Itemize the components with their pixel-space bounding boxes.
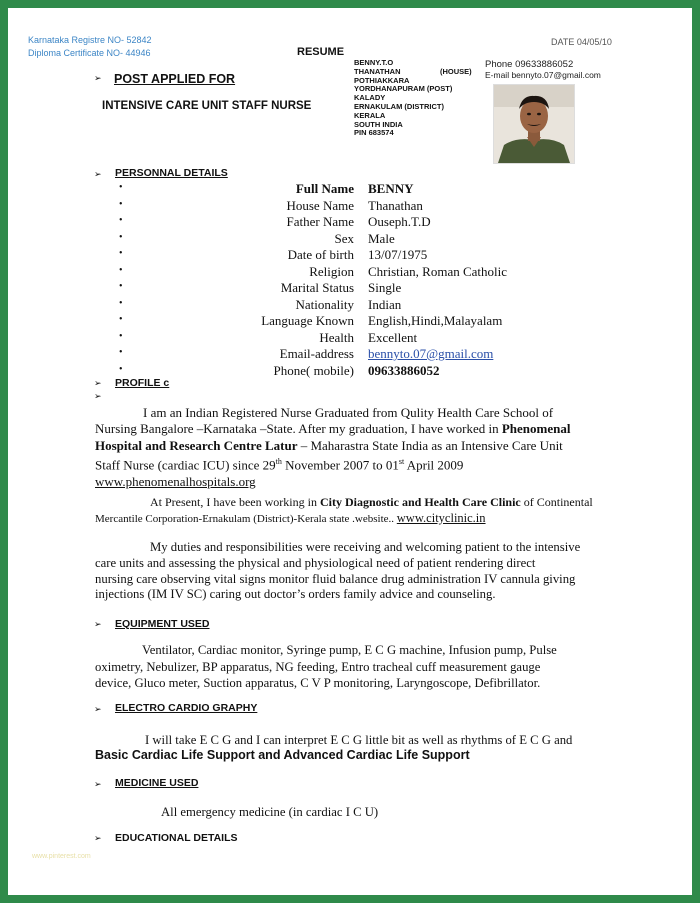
ecg-heading: ELECTRO CARDIO GRAPHY (115, 702, 258, 714)
bullet-icon: • (119, 215, 123, 226)
arrow-bullet-icon: ➢ (94, 379, 102, 389)
bullet-icon: • (119, 281, 123, 292)
detail-value: BENNY (368, 181, 414, 196)
watermark: www.pinterest.com (32, 853, 91, 860)
detail-value: Thanathan (368, 197, 423, 213)
medicine-line: All emergency medicine (in cardiac I C U) (161, 805, 379, 819)
detail-value: Christian, Roman Catholic (368, 263, 508, 279)
clinic-name: City Diagnostic and Health Care Clinic (319, 495, 521, 509)
address-line: YORDHANAPURAM (POST) (354, 84, 453, 94)
detail-value: Single (368, 280, 402, 295)
detail-value: 09633886052 (368, 362, 440, 378)
detail-label: Nationality (295, 296, 354, 312)
address-line: ERNAKULAM (DISTRICT) (354, 101, 444, 111)
education-heading: EDUCATIONAL DETAILS (115, 832, 238, 844)
page-title: RESUME (297, 46, 345, 58)
equipment-line: device, Gluco meter, Suction apparatus, C V P monitoring, Laryngoscope, Defibrillator. (95, 676, 541, 690)
detail-value: English,Hindi,Malayalam (368, 313, 503, 328)
bullet-icon: • (119, 182, 123, 193)
hospital-website-link[interactable]: www.phenomenalhospitals.org (95, 473, 256, 489)
ecg-certification: Basic Cardiac Life Support and Advanced Cardiac Life Support (95, 748, 470, 762)
bullet-icon: • (119, 363, 123, 375)
detail-label: Phone( mobile) (273, 362, 354, 378)
profile-line (95, 510, 593, 527)
equipment-paragraph (95, 642, 557, 692)
post-applied-label: POST APPLIED FOR (114, 72, 236, 86)
email-link[interactable]: bennyto.07@gmail.com (368, 346, 494, 361)
profile-text: November 2007 to 01 (281, 457, 399, 473)
bullet-icon: • (119, 347, 123, 358)
profile-paragraph-2 (95, 494, 593, 527)
profile-line: I am an Indian Registered Nurse Graduated from Qulity Health Care School of (143, 405, 554, 420)
address-line: PIN 683574 (354, 128, 394, 138)
profile-paragraph-1 (95, 405, 570, 490)
arrow-bullet-icon: ➢ (94, 780, 102, 790)
bullet-icon: • (119, 314, 123, 325)
contact-email: E-mail bennyto.07@gmail.com (485, 70, 601, 80)
address-house-tag: (HOUSE) (440, 66, 472, 76)
address-line: KERALA (354, 110, 386, 120)
bullet-icon: • (119, 231, 123, 243)
detail-value: Excellent (368, 329, 418, 345)
personal-details-heading: PERSONNAL DETAILS (115, 167, 228, 179)
address-block (354, 59, 472, 138)
profile-text: Mercantile Corporation-Ernakulam (District)-Kerala state .website.. (95, 513, 397, 525)
hospital-name-part: Phenomenal (501, 421, 571, 437)
arrow-bullet-icon: ➢ (94, 392, 102, 402)
address-name: BENNY.T.O (354, 58, 394, 67)
bullet-icon: • (119, 330, 123, 342)
detail-label: House Name (286, 197, 354, 213)
profile-text: April 2009 (404, 457, 464, 473)
post-applied-value: INTENSIVE CARE UNIT STAFF NURSE (102, 100, 312, 112)
profile-line (95, 421, 570, 437)
detail-value: Indian (368, 296, 402, 312)
detail-value: Ouseph.T.D (368, 214, 431, 229)
detail-label: Father Name (286, 214, 354, 229)
arrow-bullet-icon: ➢ (94, 705, 102, 715)
hospital-name: Hospital and Research Centre Latur (95, 437, 298, 453)
person-photo-icon (493, 84, 575, 164)
arrow-bullet-icon: ➢ (94, 170, 102, 180)
resume-page (8, 8, 692, 895)
duties-line: My duties and responsibilities were receiving and welcoming patient to the intensive (150, 540, 581, 554)
address-house: THANATHAN (354, 66, 401, 76)
detail-label: Date of birth (287, 247, 354, 262)
detail-label: Full Name (295, 181, 354, 196)
duties-paragraph (95, 540, 580, 603)
profile-text: Staff Nurse (cardiac ICU) since 29 (95, 457, 276, 473)
medicine-heading: MEDICINE USED (115, 777, 199, 789)
registration-number: Karnataka Registre NO- 52842 (28, 35, 152, 45)
contact-phone: Phone 09633886052 (485, 59, 574, 70)
bullet-icon: • (119, 264, 123, 276)
address-line: POTHIAKKARA (354, 75, 410, 85)
detail-label: Language Known (261, 313, 354, 328)
duties-line: care units and assessing the physical and physiological need of patient rendering direct (95, 555, 536, 570)
ordinal-suffix: th (275, 456, 282, 466)
equipment-line: Ventilator, Cardiac monitor, Syringe pump, E C G machine, Infusion pump, Pulse (142, 643, 557, 657)
equipment-line: oximetry, Nebulizer, BP apparatus, NG feeding, Entro tracheal cuff measurement gauge (95, 659, 541, 674)
address-line: SOUTH INDIA (354, 119, 403, 129)
ecg-line: I will take E C G and I can interpret E C G little bit as well as rhythms of E C G and (145, 733, 573, 747)
clinic-website-link[interactable]: www.cityclinic.in (396, 511, 486, 525)
profile-line (95, 454, 570, 474)
detail-value: 13/07/1975 (368, 247, 428, 262)
profile-line (95, 438, 570, 454)
detail-label: Health (319, 329, 354, 345)
equipment-heading: EQUIPMENT USED (115, 618, 210, 630)
duties-line: injections (IM IV SC) caring out doctor’s orders family advice and counseling. (95, 587, 496, 602)
duties-line: nursing care observing vital signs monitor fluid balance drug administration IV cannula giving (95, 571, 576, 586)
profile-line (95, 494, 593, 510)
profile-text: – Maharastra State India as an Intensive Care Unit (297, 437, 563, 453)
detail-value: Male (368, 230, 395, 246)
arrow-bullet-icon: ➢ (94, 74, 102, 84)
bullet-icon: • (119, 198, 123, 210)
profile-heading: PROFILE c (115, 377, 170, 389)
profile-text: of Continental (520, 495, 593, 509)
resume-date: DATE 04/05/10 (551, 37, 612, 47)
detail-label: Marital Status (280, 280, 354, 295)
profile-text: At Present, I have been working in (150, 495, 320, 509)
detail-label: Sex (334, 230, 354, 246)
arrow-bullet-icon: ➢ (94, 620, 102, 630)
address-line: KALADY (354, 93, 386, 103)
detail-label: Religion (309, 263, 354, 279)
detail-label: Email-address (279, 346, 354, 361)
bullet-icon: • (119, 248, 123, 259)
ordinal-suffix: st (398, 456, 405, 466)
bullet-icon: • (119, 297, 123, 309)
profile-text: Nursing Bangalore –Karnataka –State. After my graduation, I have worked in (95, 421, 502, 437)
diploma-number: Diploma Certificate NO- 44946 (28, 48, 151, 58)
arrow-bullet-icon: ➢ (94, 834, 102, 844)
